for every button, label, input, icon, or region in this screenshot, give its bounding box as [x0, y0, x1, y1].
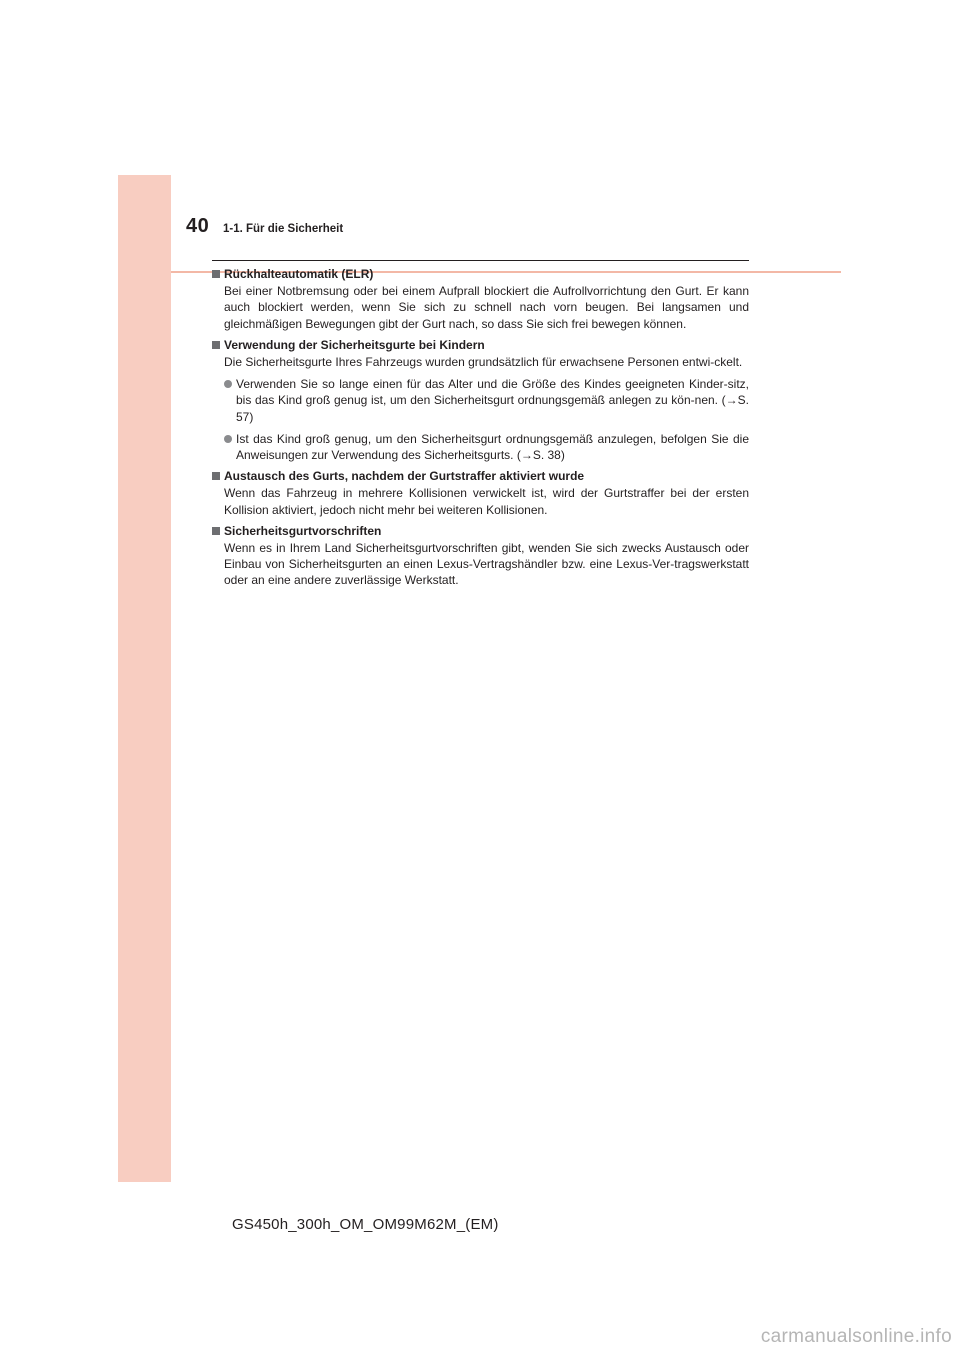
section-pretensioner	[212, 468, 749, 518]
chapter-title: 1-1. Für die Sicherheit	[223, 223, 344, 235]
circle-bullet-icon	[224, 380, 232, 388]
section-regulations	[212, 523, 749, 589]
list-item	[224, 431, 749, 463]
list-item-text: Ist das Kind groß genug, um den Sicherheitsgurt ordnungsgemäß anzulegen, befolgen Sie die Anweisungen zur Verwendung des Sicherheitsgurts. (→S. 38)	[236, 431, 749, 463]
square-bullet-icon	[212, 341, 220, 349]
section-text: Wenn es in Ihrem Land Sicherheitsgurtvorschriften gibt, wenden Sie sich zwecks Austausch oder Einbau von Sicherheitsgurten an einen Lexus-Vertragshändler bzw. eine Lexus-Ver-tragswerkstatt oder an eine andere zuverlässige Werkstatt.	[224, 541, 749, 588]
section-text: Bei einer Notbremsung oder bei einem Aufprall blockiert die Aufrollvorrichtung den Gurt. Er kann auch blockiert werden, wenn Sie sich zu schnell nach vorn beugen. Bei langsamen und gleichmäßigen Bewegungen gibt der Gurt nach, so dass Sie sich frei bewegen können.	[224, 284, 749, 331]
section-heading: Verwendung der Sicherheitsgurte bei Kindern	[224, 337, 485, 352]
page-number: 40	[186, 215, 210, 237]
section-divider	[212, 260, 749, 261]
section-heading: Rückhalteautomatik (ELR)	[224, 267, 374, 281]
section-elr	[212, 266, 749, 332]
document-code: GS450h_300h_OM_OM99M62M_(EM)	[232, 1216, 499, 1233]
square-bullet-icon	[212, 472, 220, 480]
section-text: Wenn das Fahrzeug in mehrere Kollisionen verwickelt ist, wird der Gurtstraffer bei der ersten Kollision aktiviert, jedoch nicht mehr bei weiteren Kollisionen.	[224, 486, 749, 517]
watermark: carmanualsonline.info	[760, 1326, 952, 1347]
list-item	[224, 376, 749, 425]
section-text: Die Sicherheitsgurte Ihres Fahrzeugs wurden grundsätzlich für erwachsene Personen entwi-ckelt.	[224, 355, 743, 370]
square-bullet-icon	[212, 527, 220, 535]
list-item-text: Verwenden Sie so lange einen für das Alter und die Größe des Kindes geeigneten Kinder-sitz, bis das Kind groß genug ist, um den Sicherheitsgurt ordnungsgemäß anlegen zu kön-nen. (→S. 57)	[236, 377, 749, 424]
chapter-side-band	[118, 175, 171, 1182]
circle-bullet-icon	[224, 435, 232, 443]
section-heading: Sicherheitsgurtvorschriften	[224, 523, 382, 538]
square-bullet-icon	[212, 270, 220, 278]
section-children	[212, 337, 749, 463]
section-heading: Austausch des Gurts, nachdem der Gurtstraffer aktiviert wurde	[224, 469, 585, 484]
page-content	[212, 266, 749, 594]
